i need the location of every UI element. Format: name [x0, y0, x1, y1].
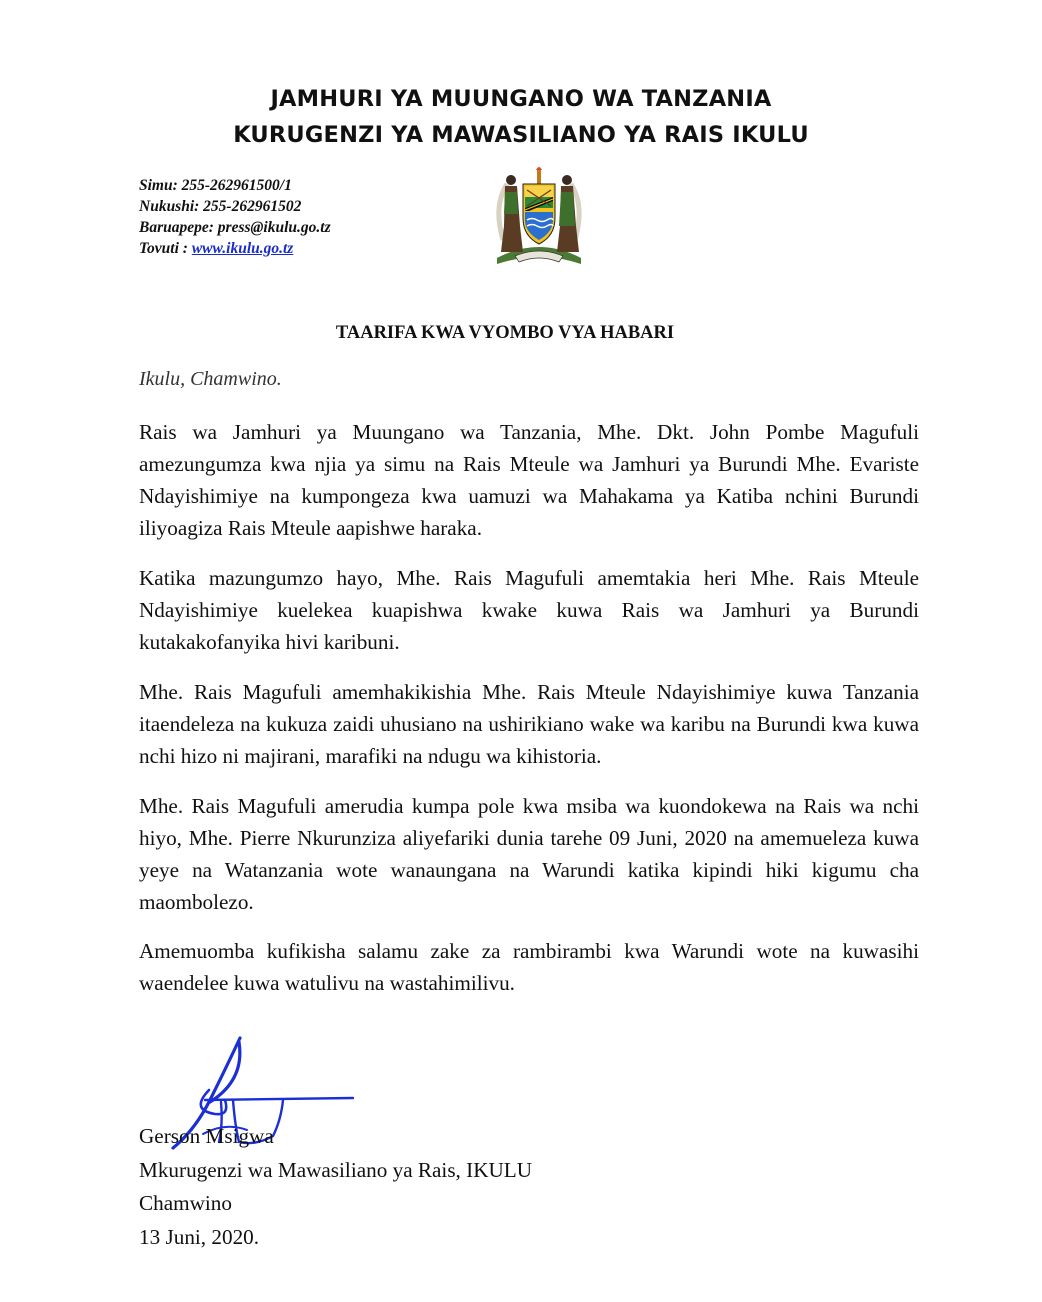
email-line: Baruapepe: press@ikulu.go.tz	[139, 219, 331, 236]
website-link[interactable]: www.ikulu.go.tz	[191, 240, 294, 257]
contact-block	[139, 175, 331, 259]
coat-of-arms-icon	[487, 166, 591, 268]
signatory-place: Chamwino	[139, 1191, 232, 1215]
body-paragraph-5: Amemuomba kufikisha salamu zake za rambirambi kwa Warundi wote na kuwasihi waendelee kuwa watulivu na wastahimilivu.	[139, 939, 919, 995]
signatory-name: Gerson Msigwa	[139, 1124, 274, 1148]
header-title-line1: JAMHURI YA MUUNGANO WA TANZANIA	[270, 86, 772, 112]
signatory-title: Mkurugenzi wa Mawasiliano ya Rais, IKULU	[139, 1157, 533, 1182]
fax-line: Nukushi: 255-262961502	[139, 198, 302, 215]
release-title: TAARIFA KWA VYOMBO VYA HABARI	[335, 323, 675, 343]
body-paragraph-2: Katika mazungumzo hayo, Mhe. Rais Magufuli amemtakia heri Mhe. Rais Mteule Ndayishimiye kuelekea kuapishwa kwake kuwa Rais wa Jamhuri ya Burundi kutakakofanyika hivi karibuni.	[139, 566, 919, 654]
website-line	[139, 238, 331, 259]
website-label: Tovuti :	[139, 240, 192, 257]
phone-line: Simu: 255-262961500/1	[139, 177, 292, 194]
signatory-block	[139, 1120, 532, 1254]
body-paragraph-3: Mhe. Rais Magufuli amemhakikishia Mhe. Rais Mteule Ndayishimiye kuwa Tanzania itaendeleza na kukuza zaidi uhusiano na ushirikiano wake wa karibu na Burundi kwa kuwa nchi hizo ni majirani, marafiki na ndugu wa kihistoria.	[139, 680, 919, 768]
signatory-date: 13 Juni, 2020.	[139, 1224, 260, 1249]
header-title-line2: KURUGENZI YA MAWASILIANO YA RAIS IKULU	[233, 122, 809, 148]
body-paragraph-4: Mhe. Rais Magufuli amerudia kumpa pole kwa msiba wa kuondokewa na Rais wa nchi hiyo, Mhe. Pierre Nkurunziza aliyefariki dunia tarehe 09 Juni, 2020 na amemueleza kuwa yeye na Watanzania wote wanaungana na Warundi katika kipindi hiki kigumu cha maombolezo.	[139, 794, 919, 914]
body-paragraph-1: Rais wa Jamhuri ya Muungano wa Tanzania, Mhe. Dkt. John Pombe Magufuli amezungumza kwa njia ya simu na Rais Mteule wa Jamhuri ya Burundi Mhe. Evariste Ndayishimiye na kumpongeza kwa uamuzi wa Mahakama ya Katiba nchini Burundi iliyoagiza Rais Mteule aapishwe haraka.	[139, 420, 919, 540]
dateline: Ikulu, Chamwino.	[139, 368, 282, 390]
